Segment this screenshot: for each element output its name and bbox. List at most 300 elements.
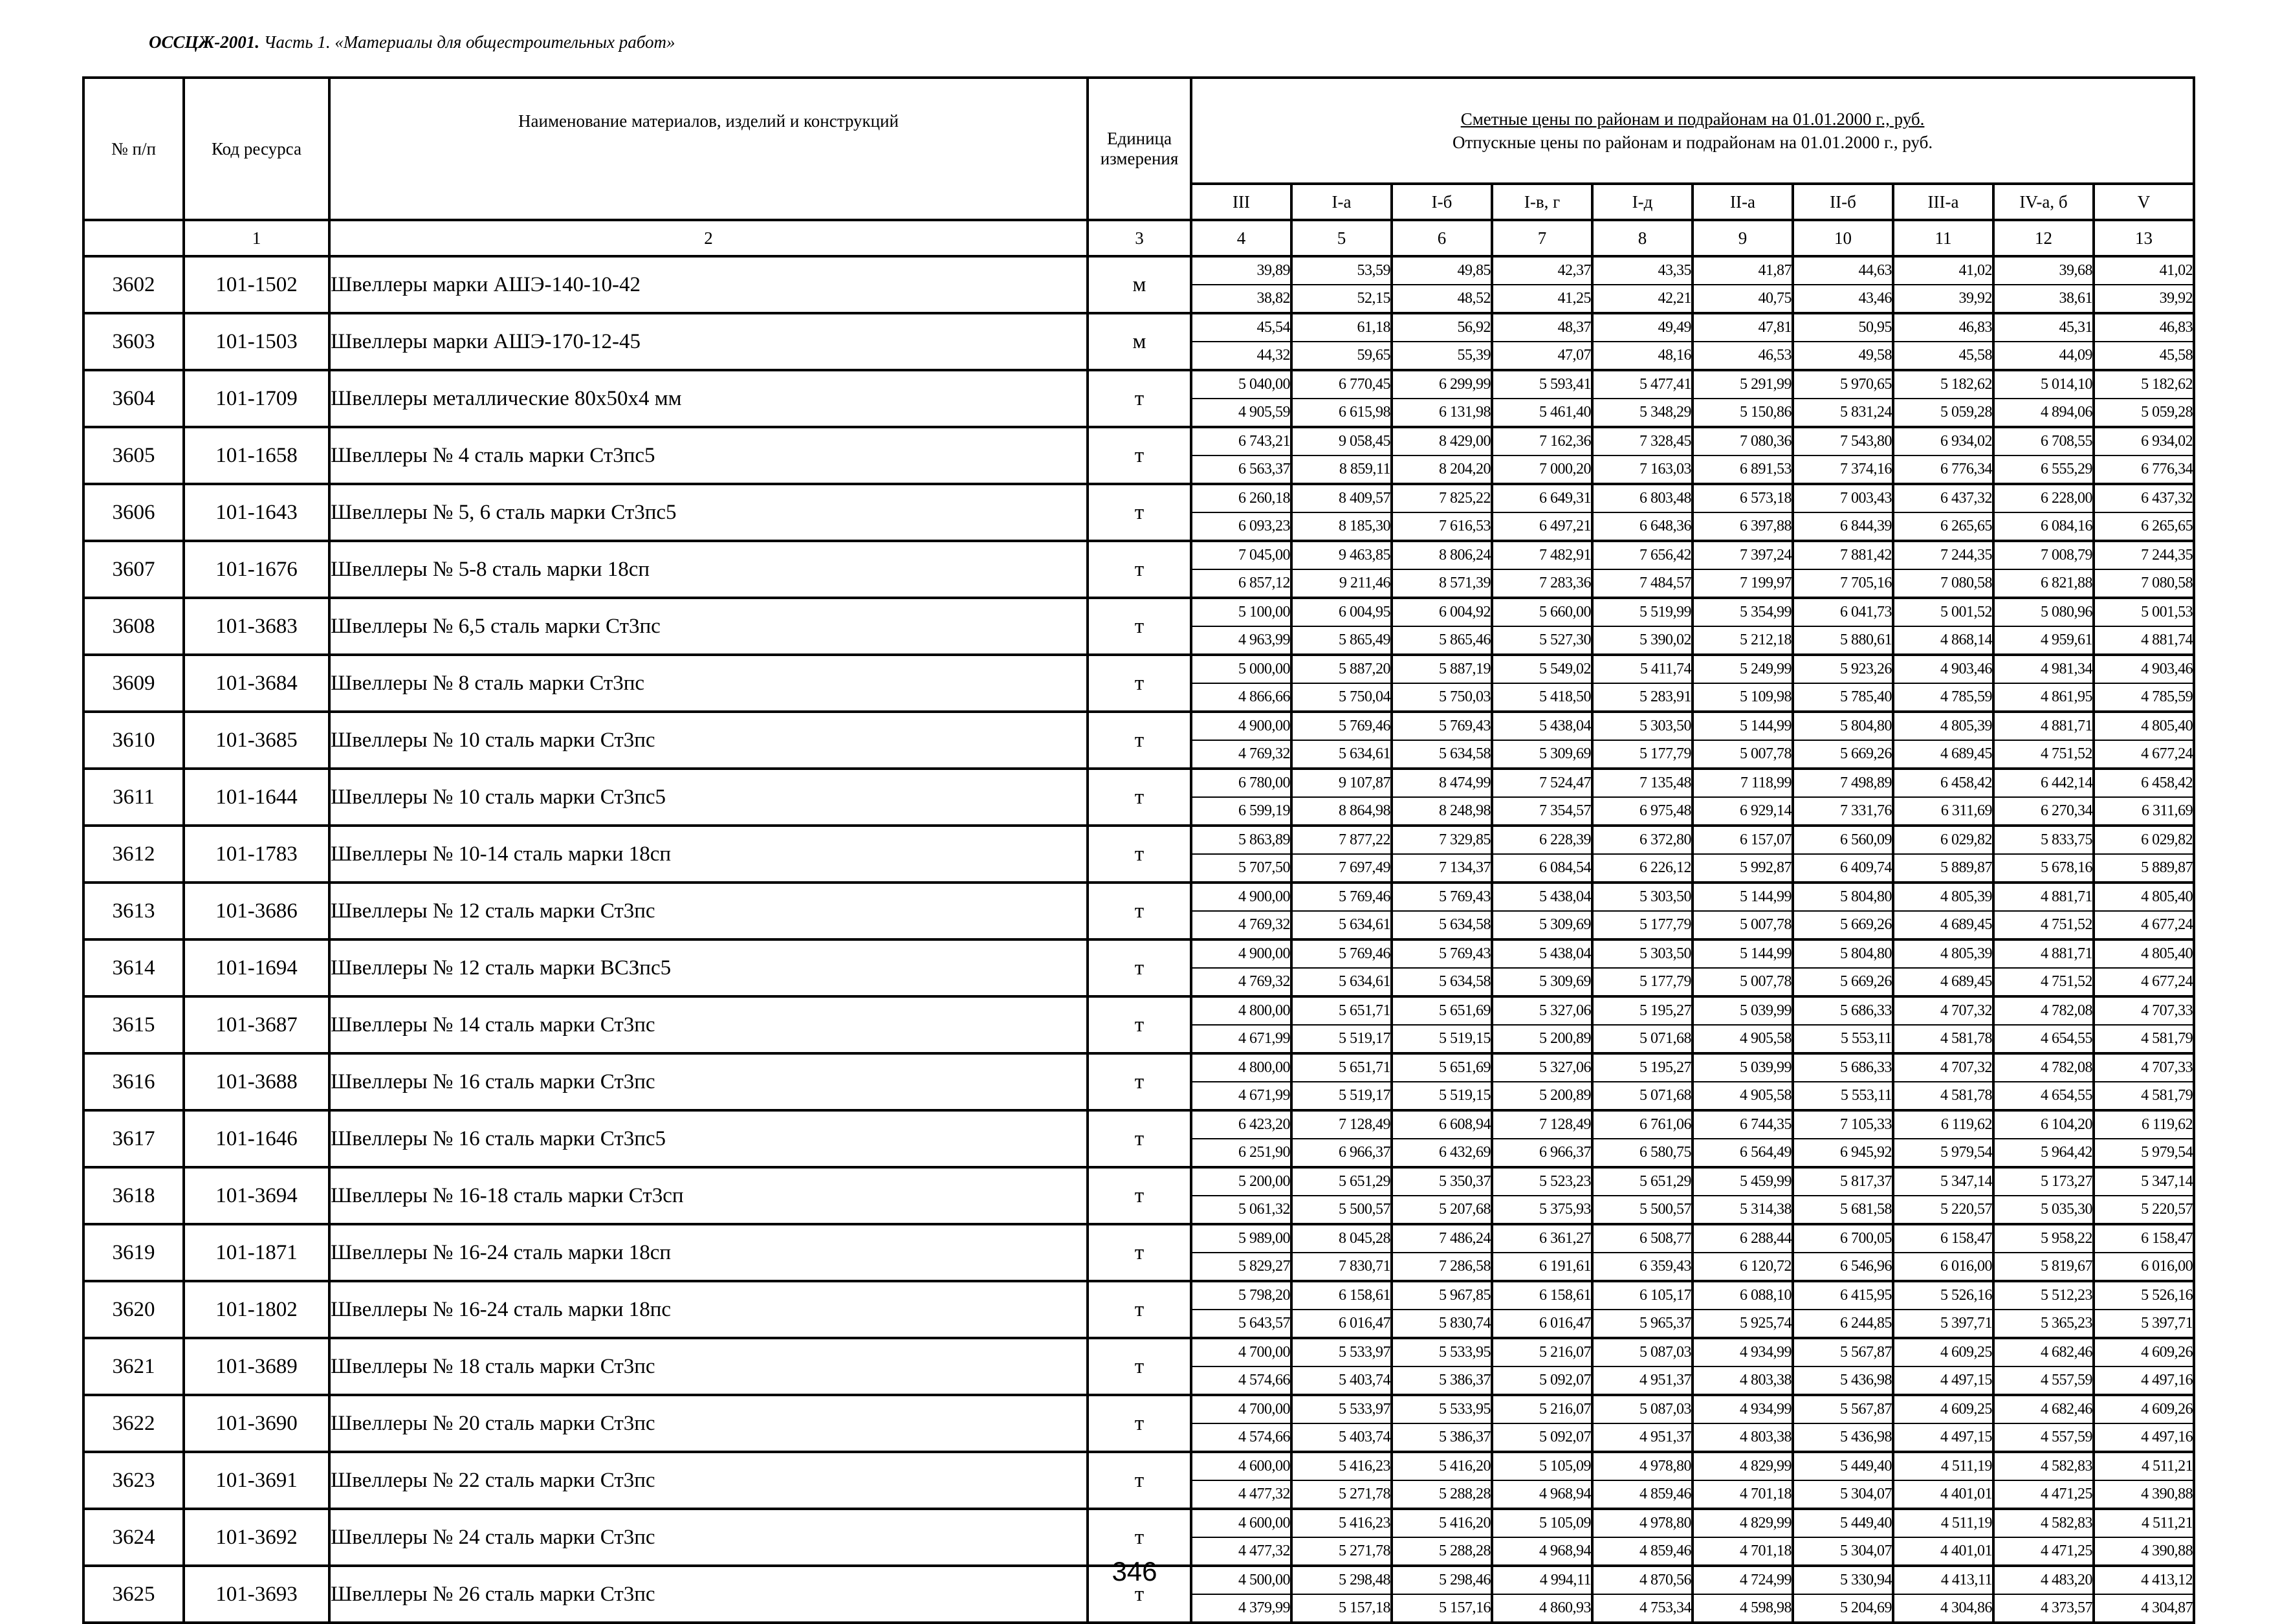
release-price: 5 865,46 <box>1439 631 1491 648</box>
release-price: 5 403,74 <box>1339 1372 1390 1388</box>
estimate-price: 5 303,50 <box>1594 941 1691 969</box>
price-cell <box>1291 370 1392 427</box>
estimate-price: 5 958,22 <box>1995 1225 2092 1253</box>
price-cell <box>1291 1167 1392 1224</box>
header-price-group <box>1191 78 2194 184</box>
table-row <box>83 256 2194 313</box>
price-cell <box>1893 1167 1993 1224</box>
price-cell <box>2094 1281 2194 1338</box>
price-cell <box>1191 541 1291 598</box>
release-price: 4 401,01 <box>1940 1542 1992 1559</box>
resource-code: 101-3688 <box>184 1053 329 1110</box>
release-price: 5 386,37 <box>1439 1429 1491 1445</box>
estimate-price: 6 780,00 <box>1192 770 1290 798</box>
estimate-price: 4 805,39 <box>1894 941 1992 969</box>
release-price: 5 007,78 <box>1740 973 1792 990</box>
row-number: 3623 <box>83 1452 184 1509</box>
price-cell <box>2094 427 2194 484</box>
estimate-price: 4 881,71 <box>1995 713 2092 741</box>
release-price: 5 309,69 <box>1539 916 1591 933</box>
row-number: 3605 <box>83 427 184 484</box>
release-price: 5 271,78 <box>1339 1486 1390 1502</box>
release-price: 4 701,18 <box>1740 1542 1792 1559</box>
estimate-price: 6 508,77 <box>1594 1225 1691 1253</box>
header-colnum: 7 <box>1492 220 1592 256</box>
release-price: 5 964,42 <box>2041 1144 2092 1161</box>
estimate-price: 6 708,55 <box>1995 428 2092 456</box>
release-price: 6 016,00 <box>1940 1258 1992 1275</box>
estimate-price: 4 600,00 <box>1192 1510 1290 1538</box>
release-price: 5 785,40 <box>1840 688 1892 705</box>
price-cell <box>1893 1281 1993 1338</box>
estimate-price: 4 981,34 <box>1995 656 2092 684</box>
price-cell <box>1191 996 1291 1053</box>
estimate-price: 49,85 <box>1393 258 1491 285</box>
estimate-price: 5 970,65 <box>1794 371 1892 399</box>
price-cell <box>1693 1338 1793 1395</box>
release-price: 5 092,07 <box>1539 1372 1591 1388</box>
estimate-price: 5 651,69 <box>1393 1055 1491 1082</box>
price-cell <box>1291 1110 1392 1167</box>
estimate-price: 5 105,09 <box>1493 1510 1591 1538</box>
estimate-price: 7 162,36 <box>1493 428 1591 456</box>
release-price: 6 120,72 <box>1740 1258 1792 1275</box>
price-cell <box>1291 996 1392 1053</box>
estimate-price: 5 989,00 <box>1192 1225 1290 1253</box>
release-price: 7 374,16 <box>1840 461 1892 477</box>
release-price: 6 966,37 <box>1339 1144 1390 1161</box>
estimate-price: 5 526,16 <box>1894 1282 1992 1310</box>
release-price: 4 951,37 <box>1639 1372 1691 1388</box>
price-cell <box>1291 655 1392 712</box>
resource-code: 101-3685 <box>184 712 329 769</box>
resource-code: 101-1802 <box>184 1281 329 1338</box>
estimate-price: 7 482,91 <box>1493 542 1591 570</box>
price-cell <box>1693 1053 1793 1110</box>
release-price: 5 177,79 <box>1639 973 1691 990</box>
release-price: 6 016,47 <box>1339 1315 1390 1332</box>
estimate-price: 5 347,14 <box>1894 1169 1992 1196</box>
resource-code: 101-1783 <box>184 826 329 883</box>
release-price: 4 968,94 <box>1539 1486 1591 1502</box>
estimate-price: 4 994,11 <box>1493 1567 1591 1595</box>
resource-code: 101-1709 <box>184 370 329 427</box>
unit-of-measure: т <box>1088 1452 1191 1509</box>
material-name: Швеллеры № 4 сталь марки Ст3пс5 <box>329 427 1088 484</box>
estimate-price: 5 100,00 <box>1192 599 1290 627</box>
price-cell <box>1492 712 1592 769</box>
estimate-price: 7 105,33 <box>1794 1112 1892 1139</box>
estimate-price: 5 216,07 <box>1493 1396 1591 1424</box>
price-cell <box>1993 883 2094 939</box>
estimate-price: 6 649,31 <box>1493 485 1591 513</box>
price-cell <box>1893 1395 1993 1452</box>
row-number: 3612 <box>83 826 184 883</box>
price-cell <box>1993 313 2094 370</box>
release-price: 6 615,98 <box>1339 404 1390 421</box>
material-name: Швеллеры № 16-24 сталь марки 18сп <box>329 1224 1088 1281</box>
price-cell <box>2094 370 2194 427</box>
price-cell <box>1291 939 1392 996</box>
estimate-price: 53,59 <box>1293 258 1390 285</box>
estimate-price: 5 303,50 <box>1594 713 1691 741</box>
estimate-price: 6 770,45 <box>1293 371 1390 399</box>
release-price: 5 309,69 <box>1539 973 1591 990</box>
estimate-price: 7 118,99 <box>1694 770 1792 798</box>
estimate-price: 6 803,48 <box>1594 485 1691 513</box>
header-colnum: 4 <box>1191 220 1291 256</box>
estimate-price: 7 135,48 <box>1594 770 1691 798</box>
price-cell <box>1693 996 1793 1053</box>
price-cell <box>1592 484 1693 541</box>
estimate-price: 4 903,46 <box>1894 656 1992 684</box>
price-cell <box>1392 769 1492 826</box>
estimate-price: 6 744,35 <box>1694 1112 1792 1139</box>
estimate-price: 7 244,35 <box>2095 542 2193 570</box>
release-price: 5 707,50 <box>1238 859 1290 876</box>
estimate-price: 5 087,03 <box>1594 1396 1691 1424</box>
price-cell <box>1793 996 1893 1053</box>
release-price: 4 654,55 <box>2041 1087 2092 1104</box>
release-price: 55,39 <box>1457 347 1491 364</box>
release-price: 5 204,69 <box>1840 1599 1892 1616</box>
release-price: 4 581,78 <box>1940 1087 1992 1104</box>
release-price: 6 131,98 <box>1439 404 1491 421</box>
estimate-price: 4 700,00 <box>1192 1339 1290 1367</box>
release-price: 5 288,28 <box>1439 1542 1491 1559</box>
price-cell <box>1893 313 1993 370</box>
estimate-price: 5 887,19 <box>1393 656 1491 684</box>
release-price: 5 200,89 <box>1539 1087 1591 1104</box>
estimate-price: 4 805,40 <box>2095 713 2193 741</box>
price-cell <box>1492 427 1592 484</box>
table-row <box>83 1395 2194 1452</box>
price-cell <box>1191 1452 1291 1509</box>
estimate-price: 41,87 <box>1694 258 1792 285</box>
header-colnum: 3 <box>1088 220 1191 256</box>
release-price: 6 776,34 <box>1940 461 1992 477</box>
unit-of-measure: т <box>1088 1395 1191 1452</box>
release-price: 9 211,46 <box>1339 575 1390 591</box>
release-price: 5 500,57 <box>1639 1201 1691 1218</box>
estimate-price: 5 327,06 <box>1493 1055 1591 1082</box>
estimate-price: 5 769,43 <box>1393 884 1491 912</box>
header-colnum: 13 <box>2094 220 2194 256</box>
price-cell <box>1392 1338 1492 1395</box>
estimate-price: 4 707,33 <box>2095 1055 2193 1082</box>
release-price: 5 681,58 <box>1840 1201 1892 1218</box>
price-cell <box>1392 370 1492 427</box>
estimate-price: 46,83 <box>1894 314 1992 342</box>
release-price: 6 265,65 <box>2141 518 2193 534</box>
row-number: 3613 <box>83 883 184 939</box>
release-price: 5 925,74 <box>1740 1315 1792 1332</box>
release-price: 4 689,45 <box>1940 916 1992 933</box>
release-price: 4 598,98 <box>1740 1599 1792 1616</box>
row-number: 3614 <box>83 939 184 996</box>
price-cell <box>1392 598 1492 655</box>
estimate-price: 5 303,50 <box>1594 884 1691 912</box>
price-cell <box>1191 1167 1291 1224</box>
resource-code: 101-1676 <box>184 541 329 598</box>
price-cell <box>1191 939 1291 996</box>
release-price: 5 634,58 <box>1439 973 1491 990</box>
release-price: 5 634,61 <box>1339 745 1390 762</box>
release-price: 6 311,69 <box>1940 802 1992 819</box>
price-cell <box>2094 1338 2194 1395</box>
release-price: 7 163,03 <box>1639 461 1691 477</box>
estimate-price: 4 582,83 <box>1995 1453 2092 1481</box>
release-price: 8 859,11 <box>1339 461 1390 477</box>
release-price: 7 000,20 <box>1539 461 1591 477</box>
estimate-price: 4 682,46 <box>1995 1339 2092 1367</box>
estimate-price: 7 397,24 <box>1694 542 1792 570</box>
release-price: 6 432,69 <box>1439 1144 1491 1161</box>
estimate-price: 5 144,99 <box>1694 884 1792 912</box>
release-price: 59,65 <box>1357 347 1390 364</box>
table-row <box>83 598 2194 655</box>
estimate-price: 6 743,21 <box>1192 428 1290 456</box>
unit-of-measure: т <box>1088 1053 1191 1110</box>
release-price: 5 750,04 <box>1339 688 1390 705</box>
material-name: Швеллеры № 16 сталь марки Ст3пс <box>329 1053 1088 1110</box>
estimate-price: 7 128,49 <box>1293 1112 1390 1139</box>
release-price: 6 975,48 <box>1639 802 1691 819</box>
price-cell <box>1793 1167 1893 1224</box>
material-name: Швеллеры № 24 сталь марки Ст3пс <box>329 1509 1088 1566</box>
release-price: 6 945,92 <box>1840 1144 1892 1161</box>
release-price: 5 059,28 <box>2141 404 2193 421</box>
release-price: 6 648,36 <box>1639 518 1691 534</box>
header-region: I-д <box>1592 184 1693 220</box>
estimate-price: 4 609,26 <box>2095 1339 2193 1367</box>
unit-of-measure: т <box>1088 939 1191 996</box>
estimate-price: 8 474,99 <box>1393 770 1491 798</box>
release-price: 4 751,52 <box>2041 973 2092 990</box>
price-cell <box>1793 598 1893 655</box>
price-cell <box>1592 1338 1693 1395</box>
release-price: 5 678,16 <box>2041 859 2092 876</box>
price-cell <box>1893 484 1993 541</box>
release-price: 5 007,78 <box>1740 916 1792 933</box>
estimate-price: 5 887,20 <box>1293 656 1390 684</box>
price-cell <box>2094 655 2194 712</box>
estimate-price: 43,35 <box>1594 258 1691 285</box>
price-cell <box>2094 541 2194 598</box>
estimate-price: 5 249,99 <box>1694 656 1792 684</box>
price-cell <box>1291 1338 1392 1395</box>
price-cell <box>1993 939 2094 996</box>
estimate-price: 6 700,05 <box>1794 1225 1892 1253</box>
release-price: 5 271,78 <box>1339 1542 1390 1559</box>
release-price: 5 304,07 <box>1840 1542 1892 1559</box>
material-name: Швеллеры № 12 сталь марки Ст3пс <box>329 883 1088 939</box>
estimate-price: 4 805,39 <box>1894 713 1992 741</box>
release-price: 6 409,74 <box>1840 859 1892 876</box>
price-cell <box>1693 769 1793 826</box>
release-price: 5 071,68 <box>1639 1030 1691 1047</box>
estimate-price: 5 298,46 <box>1393 1567 1491 1595</box>
release-price: 4 471,25 <box>2041 1542 2092 1559</box>
price-cell <box>1392 484 1492 541</box>
price-cell <box>1191 1053 1291 1110</box>
release-price: 5 061,32 <box>1238 1201 1290 1218</box>
price-cell <box>1893 427 1993 484</box>
price-cell <box>1392 1224 1492 1281</box>
release-price: 5 092,07 <box>1539 1429 1591 1445</box>
price-cell <box>1592 655 1693 712</box>
release-price: 4 881,74 <box>2141 631 2193 648</box>
release-price: 5 643,57 <box>1238 1315 1290 1332</box>
estimate-price: 6 004,95 <box>1293 599 1390 627</box>
release-price: 39,92 <box>2159 290 2193 307</box>
release-price: 44,32 <box>1256 347 1290 364</box>
estimate-price: 5 182,62 <box>2095 371 2193 399</box>
estimate-price: 6 157,07 <box>1694 827 1792 855</box>
estimate-price: 4 707,32 <box>1894 998 1992 1026</box>
release-price: 47,07 <box>1557 347 1591 364</box>
price-cell <box>1492 313 1592 370</box>
estimate-price: 4 582,83 <box>1995 1510 2092 1538</box>
price-cell <box>1291 484 1392 541</box>
release-price: 6 891,53 <box>1740 461 1792 477</box>
price-cell <box>1693 541 1793 598</box>
price-cell <box>1291 1395 1392 1452</box>
table-row <box>83 1338 2194 1395</box>
estimate-price: 4 829,99 <box>1694 1510 1792 1538</box>
price-cell <box>1492 256 1592 313</box>
estimate-price: 6 560,09 <box>1794 827 1892 855</box>
estimate-price: 5 438,04 <box>1493 713 1591 741</box>
estimate-price: 5 354,99 <box>1694 599 1792 627</box>
release-price: 5 979,54 <box>2141 1144 2193 1161</box>
resource-code: 101-3693 <box>184 1566 329 1623</box>
price-cell <box>1592 712 1693 769</box>
release-price: 6 857,12 <box>1238 575 1290 591</box>
resource-code: 101-3692 <box>184 1509 329 1566</box>
estimate-price: 4 413,12 <box>2095 1567 2193 1595</box>
release-price: 4 959,61 <box>2041 631 2092 648</box>
price-cell <box>1693 1281 1793 1338</box>
unit-of-measure: т <box>1088 826 1191 883</box>
price-cell <box>1793 655 1893 712</box>
release-price: 46,53 <box>1758 347 1792 364</box>
price-cell <box>1893 826 1993 883</box>
release-price: 6 226,12 <box>1639 859 1691 876</box>
price-cell <box>1592 1167 1693 1224</box>
row-number: 3608 <box>83 598 184 655</box>
estimate-price: 5 438,04 <box>1493 884 1591 912</box>
release-price: 4 689,45 <box>1940 973 1992 990</box>
material-name: Швеллеры № 10 сталь марки Ст3пс <box>329 712 1088 769</box>
release-price: 5 397,71 <box>2141 1315 2193 1332</box>
estimate-price: 4 609,25 <box>1894 1396 1992 1424</box>
table-row <box>83 769 2194 826</box>
price-cell <box>1793 769 1893 826</box>
release-price: 4 753,34 <box>1639 1599 1691 1616</box>
estimate-price: 4 511,19 <box>1894 1453 1992 1481</box>
release-price: 5 527,30 <box>1539 631 1591 648</box>
estimate-price: 5 567,87 <box>1794 1339 1892 1367</box>
release-price: 5 889,87 <box>2141 859 2193 876</box>
estimate-price: 5 923,26 <box>1794 656 1892 684</box>
estimate-price: 6 288,44 <box>1694 1225 1792 1253</box>
estimate-price: 5 651,71 <box>1293 1055 1390 1082</box>
release-price: 48,52 <box>1457 290 1491 307</box>
release-price: 5 519,17 <box>1339 1087 1390 1104</box>
release-price: 5 436,98 <box>1840 1429 1892 1445</box>
price-cell <box>1291 826 1392 883</box>
price-cell <box>1592 1395 1693 1452</box>
row-number: 3622 <box>83 1395 184 1452</box>
estimate-price: 5 087,03 <box>1594 1339 1691 1367</box>
release-price: 4 803,38 <box>1740 1429 1792 1445</box>
estimate-price: 45,54 <box>1192 314 1290 342</box>
unit-of-measure: м <box>1088 313 1191 370</box>
estimate-price: 4 881,71 <box>1995 884 2092 912</box>
price-cell <box>1191 256 1291 313</box>
price-cell <box>1993 655 2094 712</box>
release-price: 6 497,21 <box>1539 518 1591 534</box>
price-cell <box>1693 256 1793 313</box>
estimate-price: 4 511,21 <box>2095 1510 2193 1538</box>
estimate-price: 5 416,20 <box>1393 1510 1491 1538</box>
release-price: 4 785,59 <box>2141 688 2193 705</box>
release-price: 5 829,27 <box>1238 1258 1290 1275</box>
header-colnum: 9 <box>1693 220 1793 256</box>
release-price: 4 557,59 <box>2041 1372 2092 1388</box>
material-name: Швеллеры № 12 сталь марки ВСЗпс5 <box>329 939 1088 996</box>
release-price: 5 071,68 <box>1639 1087 1691 1104</box>
estimate-price: 4 978,80 <box>1594 1453 1691 1481</box>
price-cell <box>1191 484 1291 541</box>
price-cell <box>1392 1167 1492 1224</box>
resource-code: 101-1694 <box>184 939 329 996</box>
table-row <box>83 1452 2194 1509</box>
price-cell <box>1693 484 1793 541</box>
price-cell <box>1893 1110 1993 1167</box>
estimate-price: 5 686,33 <box>1794 998 1892 1026</box>
estimate-price: 8 409,57 <box>1293 485 1390 513</box>
release-price: 4 477,32 <box>1238 1542 1290 1559</box>
price-cell <box>1492 826 1592 883</box>
estimate-price: 46,83 <box>2095 314 2193 342</box>
release-price: 5 007,78 <box>1740 745 1792 762</box>
header-colnum: 8 <box>1592 220 1693 256</box>
estimate-price: 5 459,99 <box>1694 1169 1792 1196</box>
estimate-price: 4 707,33 <box>2095 998 2193 1026</box>
release-price: 44,09 <box>2059 347 2092 364</box>
estimate-price: 5 039,99 <box>1694 998 1792 1026</box>
price-cell <box>1993 484 2094 541</box>
release-price: 5 348,29 <box>1639 404 1691 421</box>
table-row <box>83 1281 2194 1338</box>
estimate-price: 6 260,18 <box>1192 485 1290 513</box>
unit-of-measure: т <box>1088 1338 1191 1395</box>
table-row <box>83 1224 2194 1281</box>
price-cell <box>1793 370 1893 427</box>
estimate-price: 61,18 <box>1293 314 1390 342</box>
estimate-price: 5 327,06 <box>1493 998 1591 1026</box>
estimate-price: 6 158,47 <box>1894 1225 1992 1253</box>
release-price: 5 992,87 <box>1740 859 1792 876</box>
estimate-price: 39,89 <box>1192 258 1290 285</box>
resource-code: 101-1502 <box>184 256 329 313</box>
row-number: 3602 <box>83 256 184 313</box>
price-cell <box>2094 883 2194 939</box>
estimate-price: 41,02 <box>2095 258 2193 285</box>
release-price: 6 555,29 <box>2041 461 2092 477</box>
